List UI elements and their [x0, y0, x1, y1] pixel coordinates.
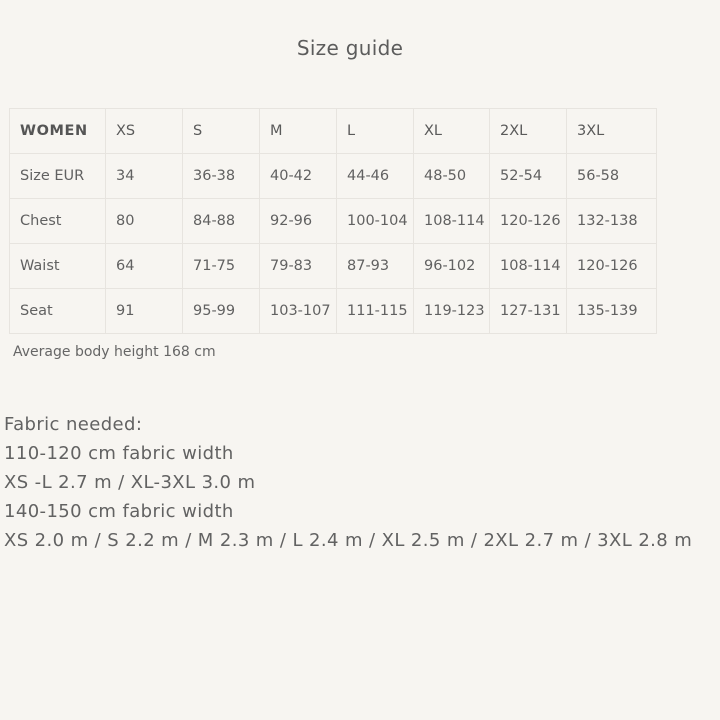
table-cell: 100-104	[337, 199, 414, 244]
table-cell: 135-139	[567, 289, 657, 334]
table-row	[10, 199, 657, 244]
table-cell: 120-126	[490, 199, 567, 244]
page-title: Size guide	[296, 36, 404, 60]
table-cell: 132-138	[567, 199, 657, 244]
table-cell: 79-83	[260, 244, 337, 289]
row-label: Size EUR	[10, 154, 106, 199]
table-header-row	[10, 109, 657, 154]
fabric-line: XS 2.0 m / S 2.2 m / M 2.3 m / L 2.4 m / XL 2.5 m / 2XL 2.7 m / 3XL 2.8 m	[4, 530, 693, 551]
fabric-line: 140-150 cm fabric width	[4, 501, 234, 522]
table-cell: 96-102	[414, 244, 490, 289]
table-row	[10, 154, 657, 199]
table-cell: 52-54	[490, 154, 567, 199]
row-label: Waist	[10, 244, 106, 289]
table-header-cell: 2XL	[490, 109, 567, 154]
table-header-cell: XL	[414, 109, 490, 154]
table-cell: 103-107	[260, 289, 337, 334]
fabric-heading: Fabric needed:	[4, 414, 143, 435]
row-label: Chest	[10, 199, 106, 244]
row-label: Seat	[10, 289, 106, 334]
table-header-cell: M	[260, 109, 337, 154]
table-row	[10, 289, 657, 334]
fabric-line: XS -L 2.7 m / XL-3XL 3.0 m	[4, 472, 256, 493]
table-cell: 95-99	[183, 289, 260, 334]
table-cell: 44-46	[337, 154, 414, 199]
table-cell: 34	[106, 154, 183, 199]
table-cell: 91	[106, 289, 183, 334]
table-cell: 120-126	[567, 244, 657, 289]
table-cell: 127-131	[490, 289, 567, 334]
fabric-needed-section	[4, 410, 692, 555]
table-cell: 84-88	[183, 199, 260, 244]
body-height-note: Average body height 168 cm	[13, 344, 216, 360]
table-cell: 64	[106, 244, 183, 289]
table-cell: 56-58	[567, 154, 657, 199]
table-cell: 48-50	[414, 154, 490, 199]
fabric-line: 110-120 cm fabric width	[4, 443, 234, 464]
table-header-cell: XS	[106, 109, 183, 154]
table-header-cell: 3XL	[567, 109, 657, 154]
table-cell: 108-114	[414, 199, 490, 244]
table-cell: 111-115	[337, 289, 414, 334]
table-header-cell: L	[337, 109, 414, 154]
table-cell: 87-93	[337, 244, 414, 289]
table-cell: 92-96	[260, 199, 337, 244]
size-table	[9, 108, 657, 334]
table-cell: 36-38	[183, 154, 260, 199]
table-cell: 119-123	[414, 289, 490, 334]
table-cell: 80	[106, 199, 183, 244]
table-cell: 108-114	[490, 244, 567, 289]
table-header-cell: WOMEN	[10, 109, 106, 154]
table-cell: 71-75	[183, 244, 260, 289]
table-cell: 40-42	[260, 154, 337, 199]
table-row	[10, 244, 657, 289]
table-header-cell: S	[183, 109, 260, 154]
